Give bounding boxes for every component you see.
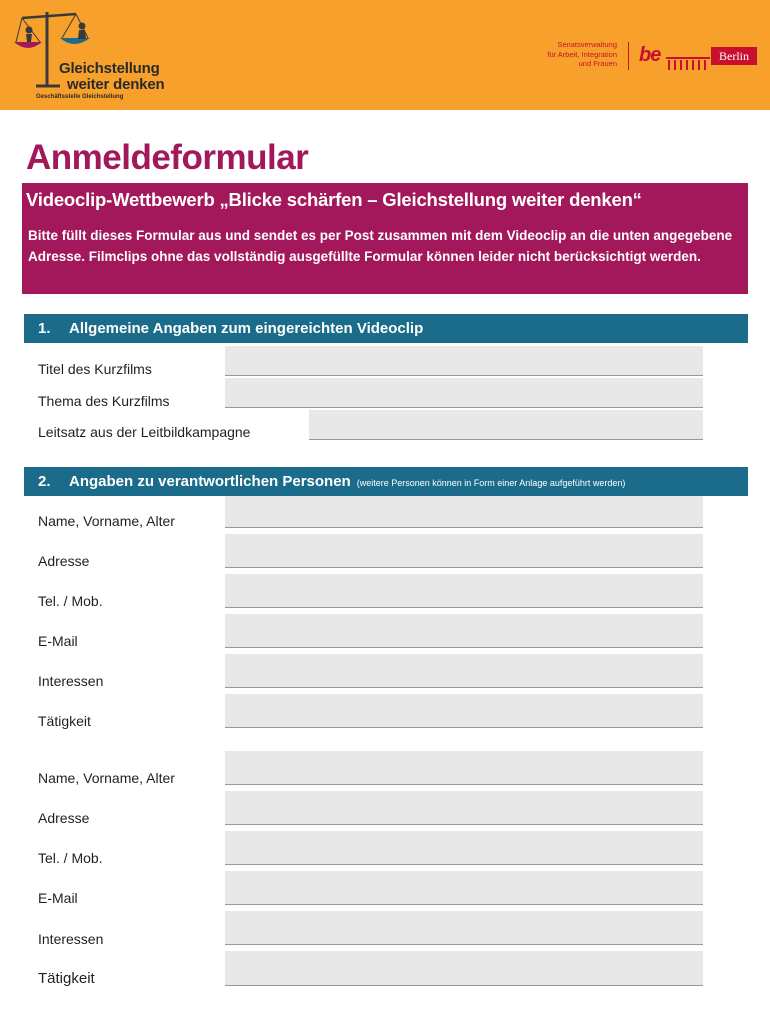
brandenburg-gate-icon xyxy=(666,54,710,70)
p2-email-input[interactable] xyxy=(225,871,703,905)
film-title-input[interactable] xyxy=(225,346,703,376)
p1-address-input[interactable] xyxy=(225,534,703,568)
p1-phone-input[interactable] xyxy=(225,574,703,608)
motto-input[interactable] xyxy=(309,410,703,440)
p2-label-phone: Tel. / Mob. xyxy=(38,850,103,866)
p2-label-interests: Interessen xyxy=(38,931,104,947)
p2-address-input[interactable] xyxy=(225,791,703,825)
section1-title: Allgemeine Angaben zum eingereichten Videoclip xyxy=(69,320,424,337)
p1-label-address: Adresse xyxy=(38,553,90,569)
p1-label-occupation: Tätigkeit xyxy=(38,713,91,729)
senate-line2: für Arbeit, Integration xyxy=(547,49,617,59)
header-divider xyxy=(628,42,629,70)
senate-department xyxy=(547,40,617,69)
section2-number: 2. xyxy=(38,473,51,490)
page-title: Anmeldeformular xyxy=(26,138,309,177)
senate-line3: und Frauen xyxy=(578,59,617,68)
p2-label-occupation: Tätigkeit xyxy=(38,970,95,987)
logo-subtitle: Geschäftsstelle Gleichstellung xyxy=(36,94,124,100)
p1-label-phone: Tel. / Mob. xyxy=(38,593,103,609)
p1-label-email: E-Mail xyxy=(38,633,78,649)
intro-box xyxy=(22,183,748,294)
p2-occupation-input[interactable] xyxy=(225,951,703,986)
section2-note: (weitere Personen können in Form einer Anlage aufgeführt werden) xyxy=(356,478,626,488)
be-berlin-logo-mark: be xyxy=(639,44,661,66)
field-label-motto: Leitsatz aus der Leitbildkampagne xyxy=(38,424,251,440)
section1-header xyxy=(24,314,748,343)
p2-label-email: E-Mail xyxy=(38,890,78,906)
logo-text-line1: Gleichstellung xyxy=(59,60,160,77)
p2-label-name: Name, Vorname, Alter xyxy=(38,770,175,786)
senate-line1: Senatsverwaltung xyxy=(557,40,617,49)
intro-instructions: Bitte füllt dieses Formular aus und sendet es per Post zusammen mit dem Videoclip an die unten angegebene Adresse. Filmclips ohne das vollständig ausgefüllte Formular können leider nicht berücksichtigt werden. xyxy=(28,228,733,264)
p2-label-address: Adresse xyxy=(38,810,90,826)
p2-interests-input[interactable] xyxy=(225,911,703,945)
logo-text-line2: weiter denken xyxy=(67,76,165,93)
p1-occupation-input[interactable] xyxy=(225,694,703,728)
page-header xyxy=(0,0,770,110)
field-label-film-topic: Thema des Kurzfilms xyxy=(38,393,170,409)
p1-label-interests: Interessen xyxy=(38,673,104,689)
film-topic-input[interactable] xyxy=(225,378,703,408)
contest-heading: Videoclip-Wettbewerb „Blicke schärfen – Gleichstellung weiter denken“ xyxy=(26,189,642,210)
section2-title: Angaben zu verantwortlichen Personen xyxy=(69,473,351,490)
section1-number: 1. xyxy=(38,320,51,337)
section2-title-wrap xyxy=(69,467,625,498)
berlin-label: Berlin xyxy=(711,47,757,65)
field-label-film-title: Titel des Kurzfilms xyxy=(38,361,152,377)
p1-label-name: Name, Vorname, Alter xyxy=(38,513,175,529)
p1-email-input[interactable] xyxy=(225,614,703,648)
section2-header xyxy=(24,467,748,496)
p2-name-input[interactable] xyxy=(225,751,703,785)
p2-phone-input[interactable] xyxy=(225,831,703,865)
p1-name-input[interactable] xyxy=(225,496,703,528)
p1-interests-input[interactable] xyxy=(225,654,703,688)
